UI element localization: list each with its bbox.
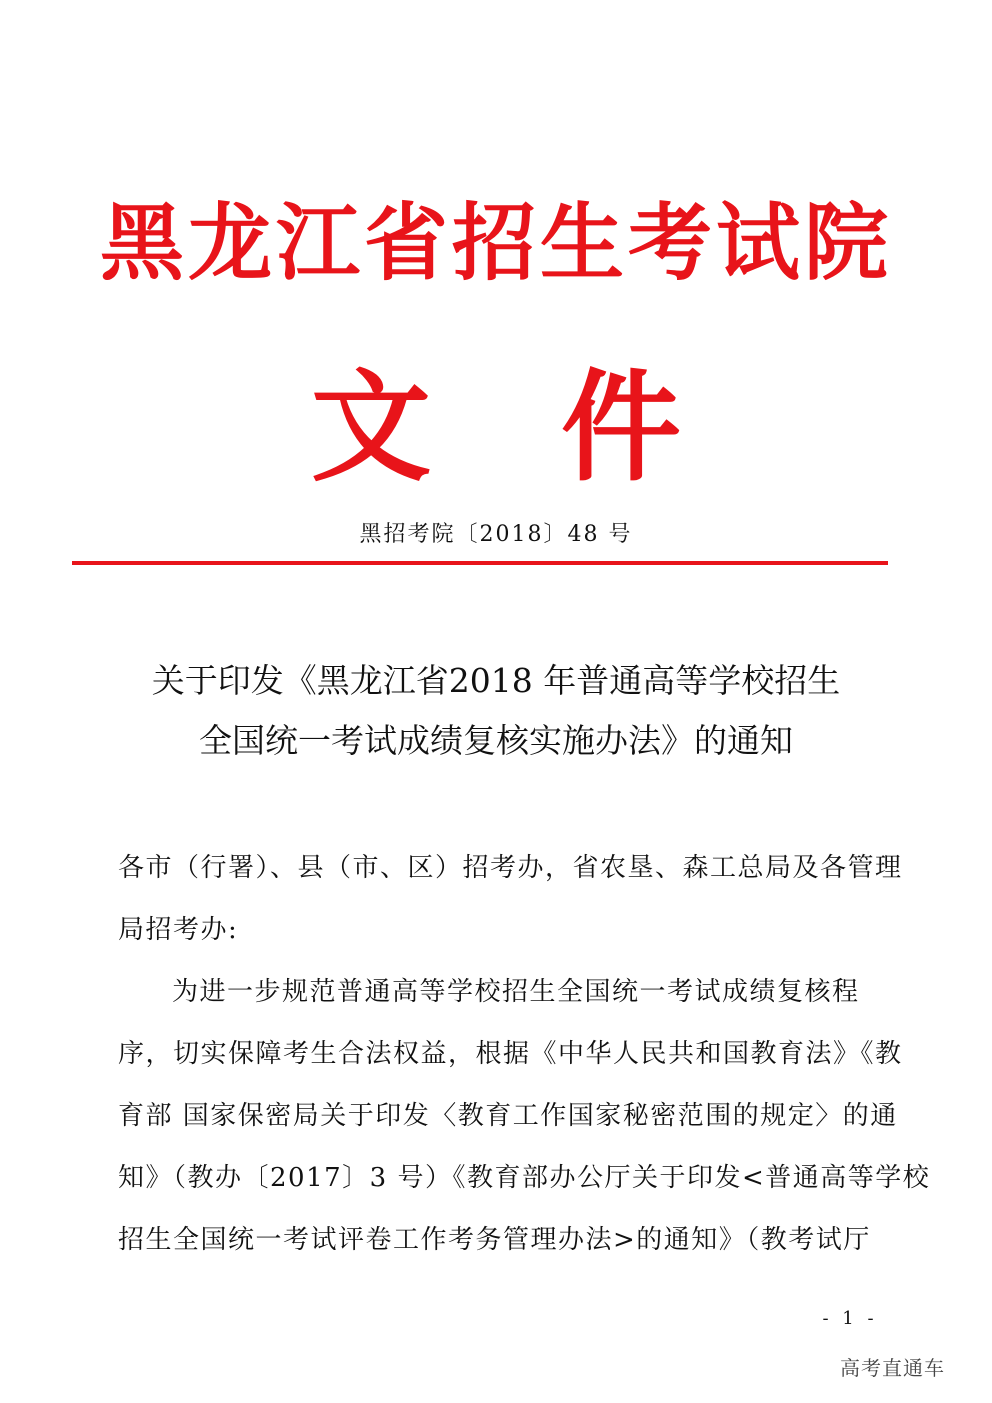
paragraph-line-3: 育部 国家保密局关于印发〈教育工作国家秘密范围的规定〉的通 — [118, 1101, 898, 1131]
watermark-text: 高考直通车 — [840, 1356, 945, 1380]
paragraph-line-2: 序，切实保障考生合法权益，根据《中华人民共和国教育法》《教 — [118, 1039, 903, 1069]
salutation-line-1: 各市（行署）、县（市、区）招考办，省农垦、森工总局及各管理 — [118, 853, 903, 883]
paragraph-line-5: 招生全国统一考试评卷工作考务管理办法>的通知》（教考试厅 — [118, 1225, 871, 1255]
paragraph-line-1: 为进一步规范普通高等学校招生全国统一考试成绩复核程 — [172, 977, 860, 1007]
salutation-line-2: 局招考办: — [118, 915, 239, 945]
doc-type-char-1: 文 — [311, 357, 431, 498]
issuer-heading: 黑龙江省招生考试院 — [99, 193, 892, 292]
document-number: 黑招考院〔2018〕48 号 — [359, 522, 633, 547]
paragraph-line-4: 知》（教办〔2017〕3 号）《教育部办公厅关于印发<普通高等学校 — [118, 1163, 931, 1193]
notice-title-line-2: 全国统一考试成绩复核实施办法》的通知 — [199, 721, 793, 760]
document-type-heading — [0, 358, 992, 498]
page-number: - 1 - — [822, 1308, 878, 1329]
notice-title-line-1: 关于印发《黑龙江省2018 年普通高等学校招生 — [151, 661, 841, 700]
doc-type-char-2: 件 — [561, 357, 681, 498]
red-divider-line — [72, 561, 888, 565]
